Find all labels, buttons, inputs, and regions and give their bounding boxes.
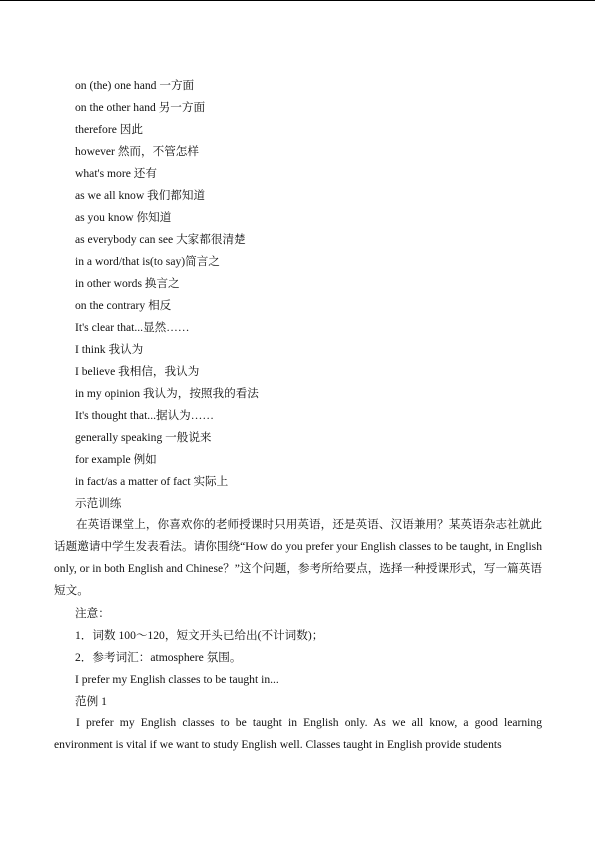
prompt-paragraph: 在英语课堂上，你喜欢你的老师授课时只用英语，还是英语、汉语兼用？某英语杂志社就此话题邀请中学生发表看法。请你围绕“How do you prefer your English classes to be taught, in English only, or in both English and Chinese？”这个问题，参考所给要点，选择一种授课形式，写一篇英语短文。 <box>54 518 542 597</box>
phrase-item: I think 我认为 <box>75 343 144 356</box>
phrase-item: generally speaking 一般说来 <box>75 431 212 444</box>
note-item-1: 1．词数 100～120，短文开头已给出(不计词数)； <box>75 629 324 642</box>
phrase-item: as we all know 我们都知道 <box>75 189 206 202</box>
phrase-item: therefore 因此 <box>75 123 143 136</box>
phrase-item: on (the) one hand 一方面 <box>75 79 195 92</box>
phrase-item: as you know 你知道 <box>75 211 172 224</box>
note-label: 注意： <box>75 607 110 620</box>
phrase-item: on the other hand 另一方面 <box>75 101 206 114</box>
phrase-item: in fact/as a matter of fact 实际上 <box>75 475 229 488</box>
essay-opening: I prefer my English classes to be taught in... <box>75 673 279 686</box>
top-rule <box>0 0 595 1</box>
phrase-item: what's more 还有 <box>75 167 157 180</box>
phrase-item: It's thought that...据认为…… <box>75 409 214 422</box>
phrase-item: in other words 换言之 <box>75 277 180 290</box>
phrase-item: however 然而，不管怎样 <box>75 145 199 158</box>
phrase-list <box>75 78 259 496</box>
example-paragraph: I prefer my English classes to be taught in English only. As we all know, a good learning environment is vital if we want to study English well. Classes taught in English provide students <box>54 716 542 751</box>
phrase-item: for example 例如 <box>75 453 157 466</box>
phrase-item: in my opinion 我认为，按照我的看法 <box>75 387 259 400</box>
phrase-item: as everybody can see 大家都很清楚 <box>75 233 246 246</box>
phrase-item: on the contrary 相反 <box>75 299 172 312</box>
example-label: 范例 1 <box>75 695 107 708</box>
phrase-item: I believe 我相信，我认为 <box>75 365 200 378</box>
section-title: 示范训练 <box>75 497 122 510</box>
phrase-item: It's clear that...显然…… <box>75 321 190 334</box>
note-item-2: 2．参考词汇：atmosphere 氛围。 <box>75 651 242 664</box>
phrase-item: in a word/that is(to say)简言之 <box>75 255 220 268</box>
